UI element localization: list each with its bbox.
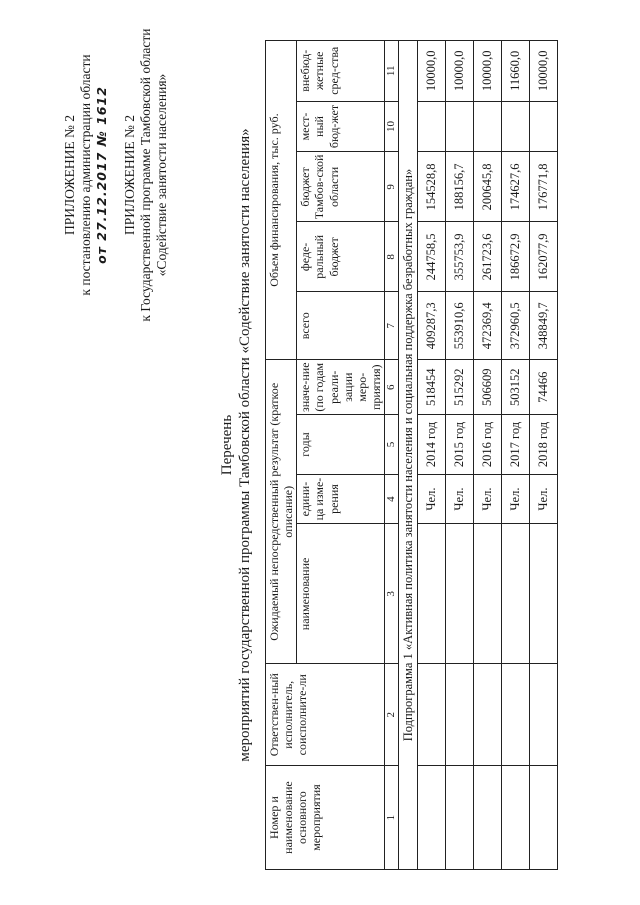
value-cell: 515292 bbox=[446, 360, 474, 415]
executor-cell bbox=[446, 664, 474, 766]
value-cell: 518454 bbox=[418, 360, 446, 415]
header-funding-regional: бюджет Тамбов-ской области bbox=[297, 152, 385, 222]
measure-cell bbox=[446, 766, 474, 870]
heading-title: Перечень bbox=[219, 414, 235, 476]
column-number: 2 bbox=[385, 664, 399, 766]
measure-cell bbox=[418, 766, 446, 870]
unit-cell: Чел. bbox=[446, 474, 474, 524]
measures-table bbox=[265, 40, 558, 870]
federal-cell: 186672,9 bbox=[502, 222, 530, 292]
header-funding: Объем финансирования, тыс. руб. bbox=[266, 41, 297, 360]
column-number: 9 bbox=[385, 152, 399, 222]
appendix-program-ref: к Государственной программе Тамбовской области bbox=[138, 28, 154, 322]
total-cell: 553910,6 bbox=[446, 292, 474, 360]
total-cell: 409287,3 bbox=[418, 292, 446, 360]
value-cell: 74466 bbox=[530, 360, 558, 415]
unit-cell: Чел. bbox=[502, 474, 530, 524]
table-row bbox=[530, 41, 558, 870]
unit-cell: Чел. bbox=[418, 474, 446, 524]
appendix-top-decree: к постановлению администрации области bbox=[78, 54, 94, 296]
header-result-name: наименование bbox=[297, 524, 385, 664]
header-executor: Ответствен-ный исполнитель, соисполните-ли bbox=[266, 664, 385, 766]
header-result-unit: едини-ца изме-рения bbox=[297, 474, 385, 524]
measure-cell bbox=[474, 766, 502, 870]
year-cell: 2016 год bbox=[474, 415, 502, 474]
column-number: 11 bbox=[385, 41, 399, 102]
measure-cell bbox=[502, 766, 530, 870]
executor-cell bbox=[418, 664, 446, 766]
header-funding-total: всего bbox=[297, 292, 385, 360]
local-cell bbox=[418, 101, 446, 152]
result-name-cell bbox=[530, 524, 558, 664]
regional-cell: 200645,8 bbox=[474, 152, 502, 222]
regional-cell: 154528,8 bbox=[418, 152, 446, 222]
document-heading bbox=[218, 25, 254, 865]
column-number: 4 bbox=[385, 474, 399, 524]
offbudget-cell: 10000,0 bbox=[446, 41, 474, 102]
column-number: 8 bbox=[385, 222, 399, 292]
result-name-cell bbox=[418, 524, 446, 664]
appendix-program bbox=[122, 10, 171, 340]
header-funding-offbudget: внебюд-жетные сред-ства bbox=[297, 41, 385, 102]
column-number: 7 bbox=[385, 292, 399, 360]
year-cell: 2018 год bbox=[530, 415, 558, 474]
column-number: 6 bbox=[385, 360, 399, 415]
table-row bbox=[418, 41, 446, 870]
appendix-top bbox=[62, 35, 109, 315]
appendix-program-name: «Содействие занятости населения» bbox=[154, 73, 170, 277]
table-row bbox=[502, 41, 530, 870]
result-name-cell bbox=[474, 524, 502, 664]
appendix-top-title: ПРИЛОЖЕНИЕ № 2 bbox=[62, 114, 77, 236]
offbudget-cell: 10000,0 bbox=[418, 41, 446, 102]
measure-cell bbox=[530, 766, 558, 870]
federal-cell: 244758,5 bbox=[418, 222, 446, 292]
federal-cell: 355753,9 bbox=[446, 222, 474, 292]
year-cell: 2015 год bbox=[446, 415, 474, 474]
regional-cell: 176771,8 bbox=[530, 152, 558, 222]
executor-cell bbox=[474, 664, 502, 766]
header-expected-result: Ожидаемый непосредственный результат (краткое описание) bbox=[266, 360, 297, 664]
result-name-cell bbox=[502, 524, 530, 664]
local-cell bbox=[446, 101, 474, 152]
value-cell: 506609 bbox=[474, 360, 502, 415]
federal-cell: 162077,9 bbox=[530, 222, 558, 292]
column-number: 1 bbox=[385, 766, 399, 870]
column-number: 5 bbox=[385, 415, 399, 474]
offbudget-cell: 10000,0 bbox=[474, 41, 502, 102]
column-number-row bbox=[385, 41, 399, 870]
signature-date-number: от 27.12.2017 № 1612 bbox=[94, 86, 110, 264]
total-cell: 472369,4 bbox=[474, 292, 502, 360]
heading-subtitle: мероприятий государственной программы Тамбовской области «Содействие занятости населения» bbox=[237, 128, 253, 762]
result-name-cell bbox=[446, 524, 474, 664]
table-row bbox=[446, 41, 474, 870]
regional-cell: 174627,6 bbox=[502, 152, 530, 222]
value-cell: 503152 bbox=[502, 360, 530, 415]
header-result-years: годы bbox=[297, 415, 385, 474]
column-number: 3 bbox=[385, 524, 399, 664]
total-cell: 372960,5 bbox=[502, 292, 530, 360]
header-funding-local: мест-ный бюд-жет bbox=[297, 101, 385, 152]
executor-cell bbox=[502, 664, 530, 766]
header-measure: Номер и наименование основного мероприятия bbox=[266, 766, 385, 870]
year-cell: 2014 год bbox=[418, 415, 446, 474]
offbudget-cell: 11660,0 bbox=[502, 41, 530, 102]
subprogram-title: Подпрограмма 1 «Активная политика занятости населения и социальная поддержка безработных граждан» bbox=[399, 41, 418, 870]
local-cell bbox=[530, 101, 558, 152]
column-number: 10 bbox=[385, 101, 399, 152]
local-cell bbox=[502, 101, 530, 152]
header-result-value: значе-ние (по годам реали-зации меро-приятия) bbox=[297, 360, 385, 415]
offbudget-cell: 10000,0 bbox=[530, 41, 558, 102]
unit-cell: Чел. bbox=[530, 474, 558, 524]
header-funding-federal: феде-ральный бюджет bbox=[297, 222, 385, 292]
total-cell: 348849,7 bbox=[530, 292, 558, 360]
regional-cell: 188156,7 bbox=[446, 152, 474, 222]
appendix-program-title: ПРИЛОЖЕНИЕ № 2 bbox=[122, 114, 137, 236]
executor-cell bbox=[530, 664, 558, 766]
table-row bbox=[474, 41, 502, 870]
year-cell: 2017 год bbox=[502, 415, 530, 474]
unit-cell: Чел. bbox=[474, 474, 502, 524]
local-cell bbox=[474, 101, 502, 152]
federal-cell: 261723,6 bbox=[474, 222, 502, 292]
